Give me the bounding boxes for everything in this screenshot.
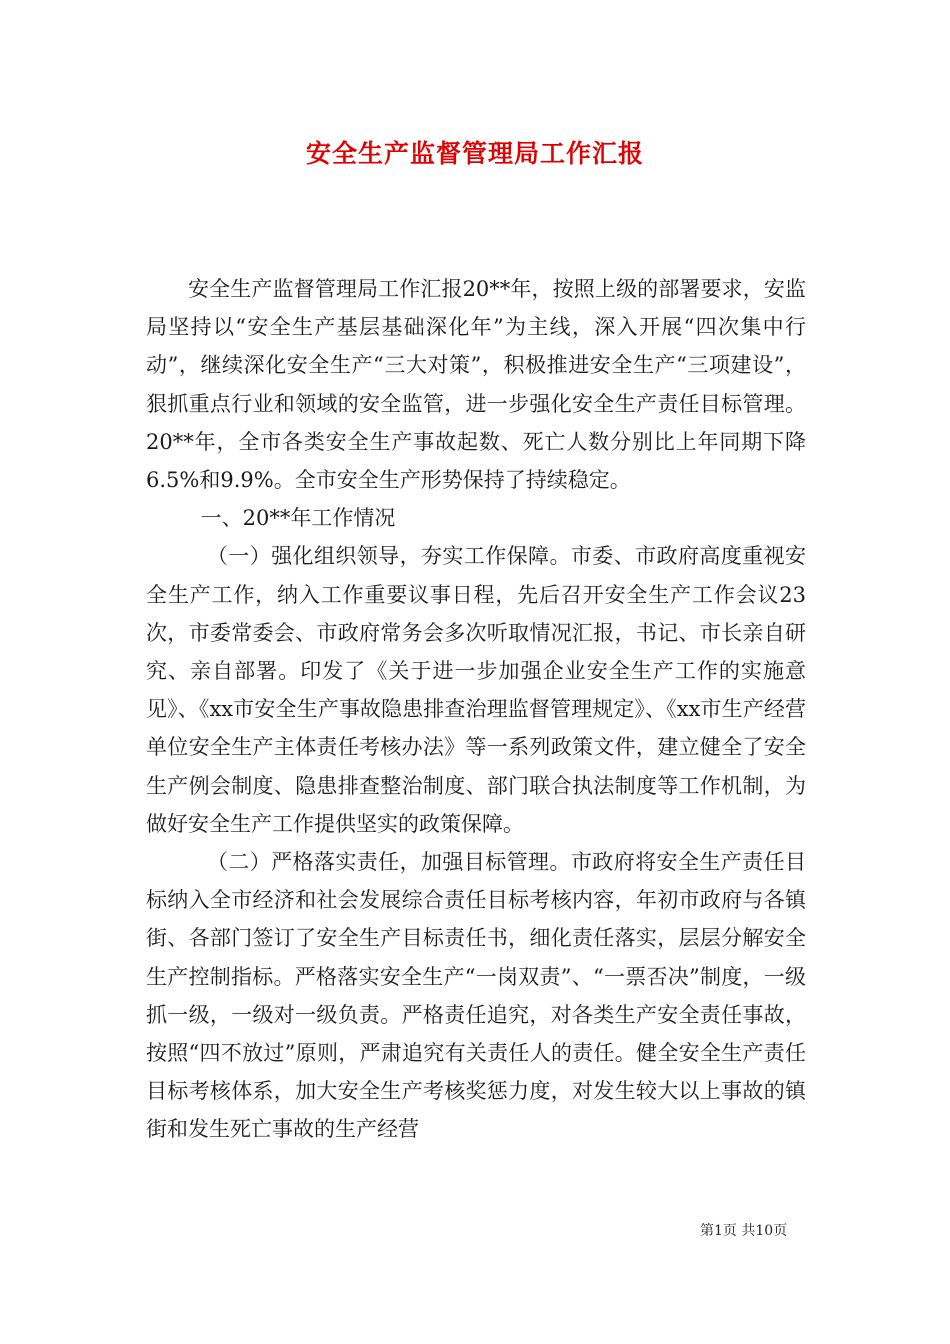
current-page-number: 1 [714, 1223, 723, 1239]
footer-middle: 页 共 [722, 1223, 756, 1239]
total-page-number: 10 [755, 1223, 774, 1239]
document-title: 安全生产监督管理局工作汇报 [305, 139, 644, 168]
page-number-footer [700, 1220, 787, 1240]
footer-prefix: 第 [700, 1223, 714, 1239]
intro-paragraph: 安全生产监督管理局工作汇报20**年，按照上级的部署要求，安监局坚持以“安全生产基层基础深化年”为主线，深入开展“四次集中行动”，继续深化安全生产“三大对策”，积极推进安全生产“三项建设”，狠抓重点行业和领域的安全监管，进一步强化安全生产责任目标管理。20**年，全市各类安全生产事故起数、死亡人数分别比上年同期下降6.5%和9.9%。全市安全生产形势保持了持续稳定。 [146, 277, 806, 493]
subsection-paragraph-1: （一）强化组织领导，夯实工作保障。市委、市政府高度重视安全生产工作，纳入工作重要议事日程，先后召开安全生产工作会议23次，市委常委会、市政府常务会多次听取情况汇报，书记、市长亲自研究、亲自部署。印发了《关于进一步加强企业安全生产工作的实施意见》、《xx市安全生产事故隐患排查治理监督管理规定》、《xx市生产经营单位安全生产主体责任考核办法》等一系列政策文件，建立健全了安全生产例会制度、隐患排查整治制度、部门联合执法制度等工作机制，为做好安全生产工作提供坚实的政策保障。 [146, 544, 806, 836]
footer-suffix: 页 [773, 1223, 788, 1239]
document-body [146, 270, 806, 1149]
section-heading: 一、20**年工作情况 [200, 506, 396, 531]
subsection-paragraph-2: （二）严格落实责任，加强目标管理。市政府将安全生产责任目标纳入全市经济和社会发展综合责任目标考核内容，年初市政府与各镇街、各部门签订了安全生产目标责任书，细化责任落实，层层分解安全生产控制指标。严格落实安全生产“一岗双责”、“一票否决”制度，一级抓一级，一级对一级负责。严格责任追究，对各类生产安全责任事故，按照“四不放过”原则，严肃追究有关责任人的责任。健全安全生产责任目标考核体系，加大安全生产考核奖惩力度，对发生较大以上事故的镇街和发生死亡事故的生产经营 [146, 850, 806, 1142]
